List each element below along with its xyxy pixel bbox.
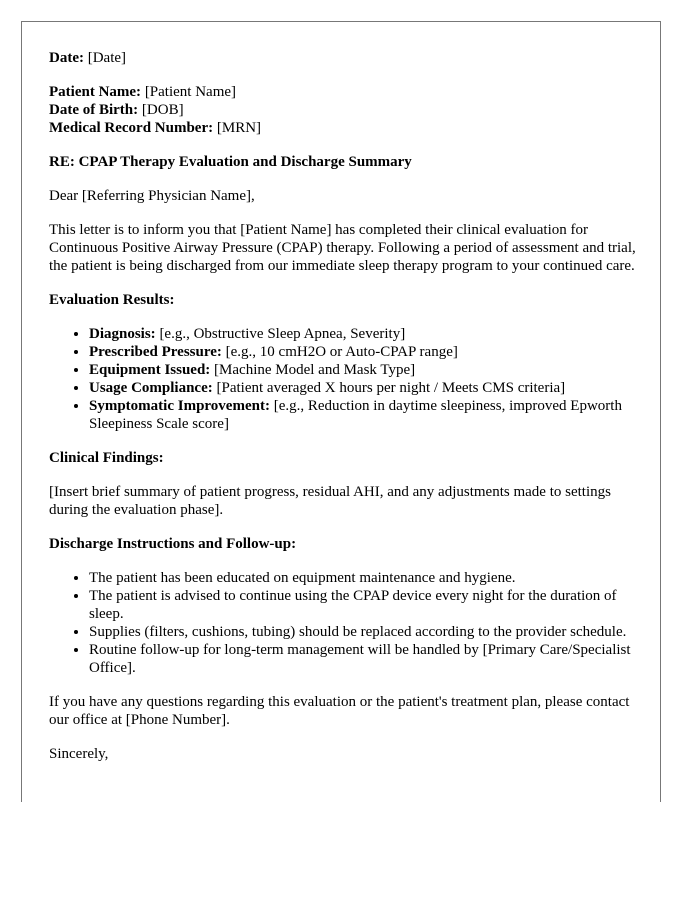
item-text: [e.g., Reduction in daytime sleepiness, improved Epworth Sleepiness Scale score] [89, 398, 622, 432]
list-item [89, 325, 649, 343]
patient-name-value: [Patient Name] [141, 84, 237, 100]
letter-body [49, 49, 649, 779]
evaluation-heading: Evaluation Results: [49, 292, 175, 308]
signoff: Sincerely, [49, 746, 109, 762]
findings-paragraph: [Insert brief summary of patient progress, residual AHI, and any adjustments made to settings during the evaluation phase]. [49, 484, 611, 518]
list-item: • The patient has been educated on equipment maintenance and hygiene. [89, 569, 649, 587]
list-item [89, 379, 649, 397]
item-label: Equipment Issued: [89, 362, 211, 378]
evaluation-list [49, 325, 649, 433]
item-text: [e.g., 10 cmH2O or Auto-CPAP range] [221, 344, 458, 360]
item-label: Prescribed Pressure: [89, 344, 222, 360]
subject-line: RE: CPAP Therapy Evaluation and Discharge Summary [49, 154, 412, 170]
patient-info [49, 83, 649, 137]
patient-name-line [49, 83, 649, 101]
item-label: Symptomatic Improvement: [89, 398, 270, 414]
item-text: [Patient averaged X hours per night / Meets CMS criteria] [212, 380, 566, 396]
list-item: • The patient is advised to continue using the CPAP device every night for the duration of sleep. [89, 587, 649, 623]
list-item [89, 397, 649, 433]
discharge-heading: Discharge Instructions and Follow-up: [49, 536, 297, 552]
discharge-list [49, 569, 649, 677]
dob-value: [DOB] [138, 102, 184, 118]
list-item: • Supplies (filters, cushions, tubing) should be replaced according to the provider schedule. [89, 623, 649, 641]
salutation: Dear [Referring Physician Name], [49, 188, 255, 204]
item-label: Usage Compliance: [89, 380, 213, 396]
list-item [89, 361, 649, 379]
list-item [89, 343, 649, 361]
item-text: [Machine Model and Mask Type] [210, 362, 416, 378]
date-label: Date: [49, 50, 84, 66]
patient-name-label: Patient Name: [49, 84, 142, 100]
date-value: [Date] [83, 50, 127, 66]
mrn-value: [MRN] [213, 120, 262, 136]
list-item: • Routine follow-up for long-term management will be handled by [Primary Care/Specialist Office]. [89, 641, 649, 677]
closing-paragraph: If you have any questions regarding this evaluation or the patient's treatment plan, please contact our office at [Phone Number]. [49, 694, 630, 728]
dob-label: Date of Birth: [49, 102, 139, 118]
mrn-label: Medical Record Number: [49, 120, 214, 136]
item-label: Diagnosis: [89, 326, 156, 342]
mrn-line [49, 119, 649, 137]
dob-line [49, 101, 649, 119]
intro-paragraph: This letter is to inform you that [Patient Name] has completed their clinical evaluation for Continuous Positive Airway Pressure (CPAP) therapy. Following a period of assessment and trial, the patient is being discharged from our immediate sleep therapy program to your continued care. [49, 222, 636, 274]
item-text: [e.g., Obstructive Sleep Apnea, Severity] [155, 326, 406, 342]
date-line [49, 49, 649, 67]
findings-heading: Clinical Findings: [49, 450, 164, 466]
